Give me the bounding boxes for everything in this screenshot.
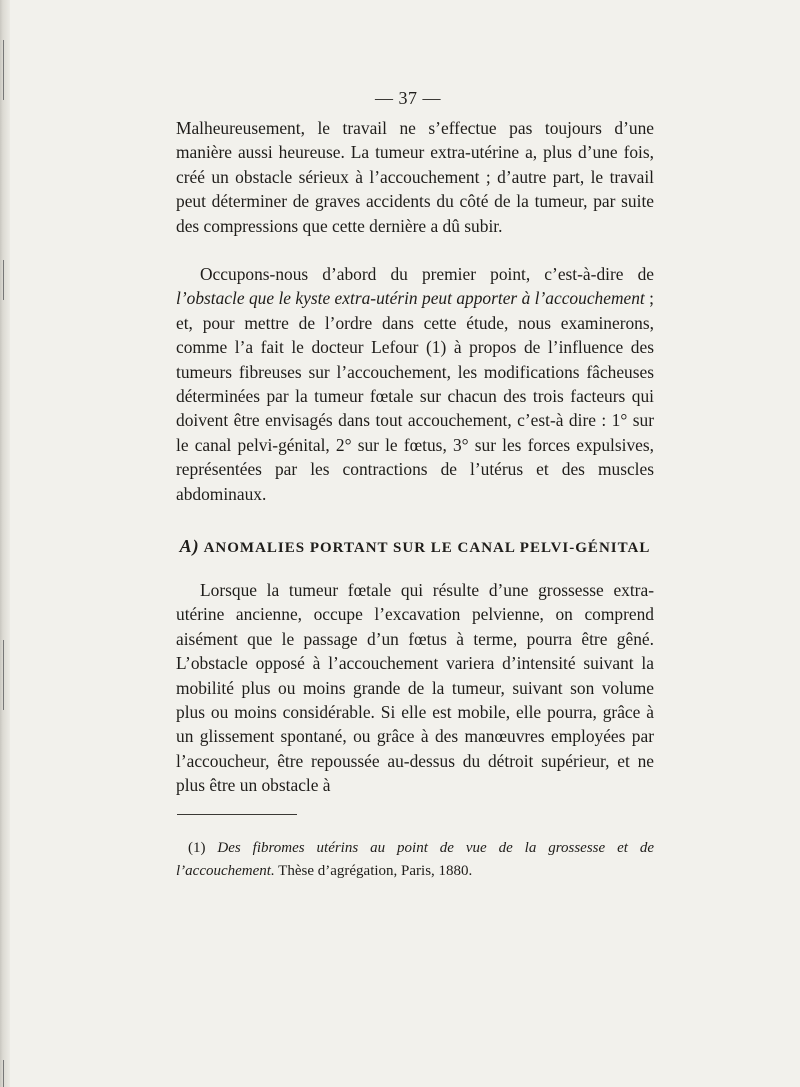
paragraph-obstacle [176,262,654,506]
emphasized-phrase: l’obstacle que le kyste extra-utérin peut apporter à l’accouchement [176,288,645,309]
paragraph-intro: Malheureusement, le travail ne s’effectue pas toujours d’une manière aussi heureuse. La tumeur extra-utérine a, plus d’une fois, créé un obstacle sérieux à l’accouchement ; d’autre part, le travail peut déterminer de graves accidents du côté de la tumeur, par suite des compressions que cette dernière a dû subir. [176,118,654,236]
footnote-divider [177,814,297,815]
paragraph-text: Occupons-nous d’abord du premier point, c’est-à-dire de [200,264,654,284]
page-number: — 37 — [375,88,441,108]
footnote-source: Thèse d’agrégation, Paris, 1880. [274,863,473,879]
scan-mark [3,260,4,300]
section-letter: A) [179,536,200,556]
paragraph-pelvic-canal: Lorsque la tumeur fœtale qui résulte d’une grossesse extra-utérine ancienne, occupe l’excavation pelvienne, on comprend aisément que le passage d’un fœtus à terme, pourra être gêné. L’obstacle opposé à l’accouchement variera d’intensité suivant la mobilité plus ou moins grande de la tumeur, suivant son volume plus ou moins considérable. Si elle est mobile, elle pourra, grâce à un glissement spontané, ou grâce à des manœuvres employées par l’accoucheur, être repoussée au-dessus du détroit supérieur, et ne plus être un obstacle à [176,580,654,796]
section-title: ANOMALIES PORTANT SUR LE CANAL PELVI-GÉNITAL [203,540,651,556]
page-binding-edge [0,0,10,1087]
footnote [176,837,654,883]
footnote-title: Des fibromes utérins au point de vue de la grossesse et de l’accouchement. [176,840,654,879]
scan-mark [3,1060,4,1087]
paragraph-text: ; et, pour mettre de l’ordre dans cette étude, nous examinerons, comme l’a fait le docteur Lefour (1) à propos de l’influence des tumeurs fibreuses sur l’accouchement, les modifications fâcheuses déterminées par la tumeur fœtale sur chacun des trois facteurs qui doivent être envisagés dans tout accouchement, c’est-à dire : 1° sur le canal pelvi-génital, 2° sur le fœtus, 3° sur les forces expulsives, représentées par les contractions de l’utérus et des muscles abdominaux. [176,288,654,504]
scan-mark [3,640,4,710]
section-heading [176,536,654,557]
footnote-marker: (1) [188,840,206,856]
